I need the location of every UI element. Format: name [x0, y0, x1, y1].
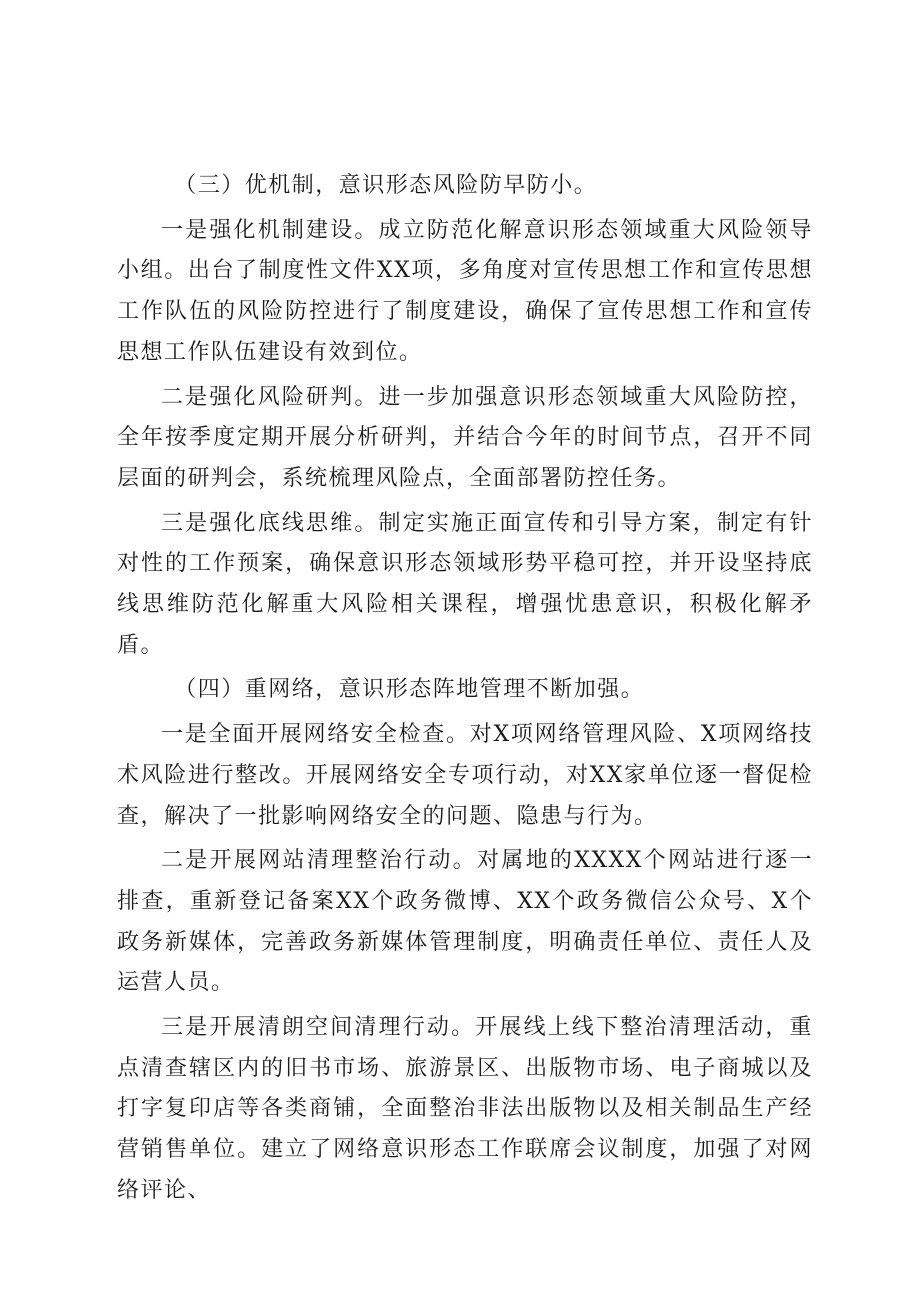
paragraph-network-security-check: 一是全面开展网络安全检查。对X项网络管理风险、X项网络技术风险进行整改。开展网络安全专项行动，对XX家单位逐一督促检查，解决了一批影响网络安全的问题、隐患与行为。: [117, 722, 813, 829]
paragraph-bottom-line-thinking: 三是强化底线思维。制定实施正面宣传和引导方案，制定有针对性的工作预案，确保意识形态领域形势平稳可控，并开设坚持底线思维防范化解重大风险相关课程，增强忧患意识，积极化解矛盾。: [117, 510, 813, 658]
paragraph-mechanism-building: 一是强化机制建设。成立防范化解意识形态领域重大风险领导小组。出台了制度性文件XX项，多角度对宣传思想工作和宣传思想工作队伍的风险防控进行了制度建设，确保了宣传思想工作和宣传思想工作队伍建设有效到位。: [117, 217, 813, 365]
document-body: [117, 166, 813, 1212]
paragraph-website-cleanup: 二是开展网站清理整治行动。对属地的XXXX个网站进行逐一排查，重新登记备案XX个政务微博、XX个政务微信公众号、X个政务新媒体，完善政务新媒体管理制度，明确责任单位、责任人及运营人员。: [117, 848, 813, 996]
paragraph-clean-cyberspace: 三是开展清朗空间清理行动。开展线上线下整治清理活动，重点清查辖区内的旧书市场、旅游景区、出版物市场、电子商城以及打字复印店等各类商铺，全面整治非法出版物以及相关制品生产经营销售单位。建立了网络意识形态工作联席会议制度，加强了对网络评论、: [117, 1015, 813, 1203]
section-heading-4: （四）重网络，意识形态阵地管理不断加强。: [174, 677, 645, 703]
section-heading-3: （三）优机制，意识形态风险防早防小。: [174, 173, 598, 198]
paragraph-risk-assessment: 二是强化风险研判。进一步加强意识形态领域重大风险防控，全年按季度定期开展分析研判，并结合今年的时间节点，召开不同层面的研判会，系统梳理风险点，全面部署防控任务。: [117, 384, 813, 491]
